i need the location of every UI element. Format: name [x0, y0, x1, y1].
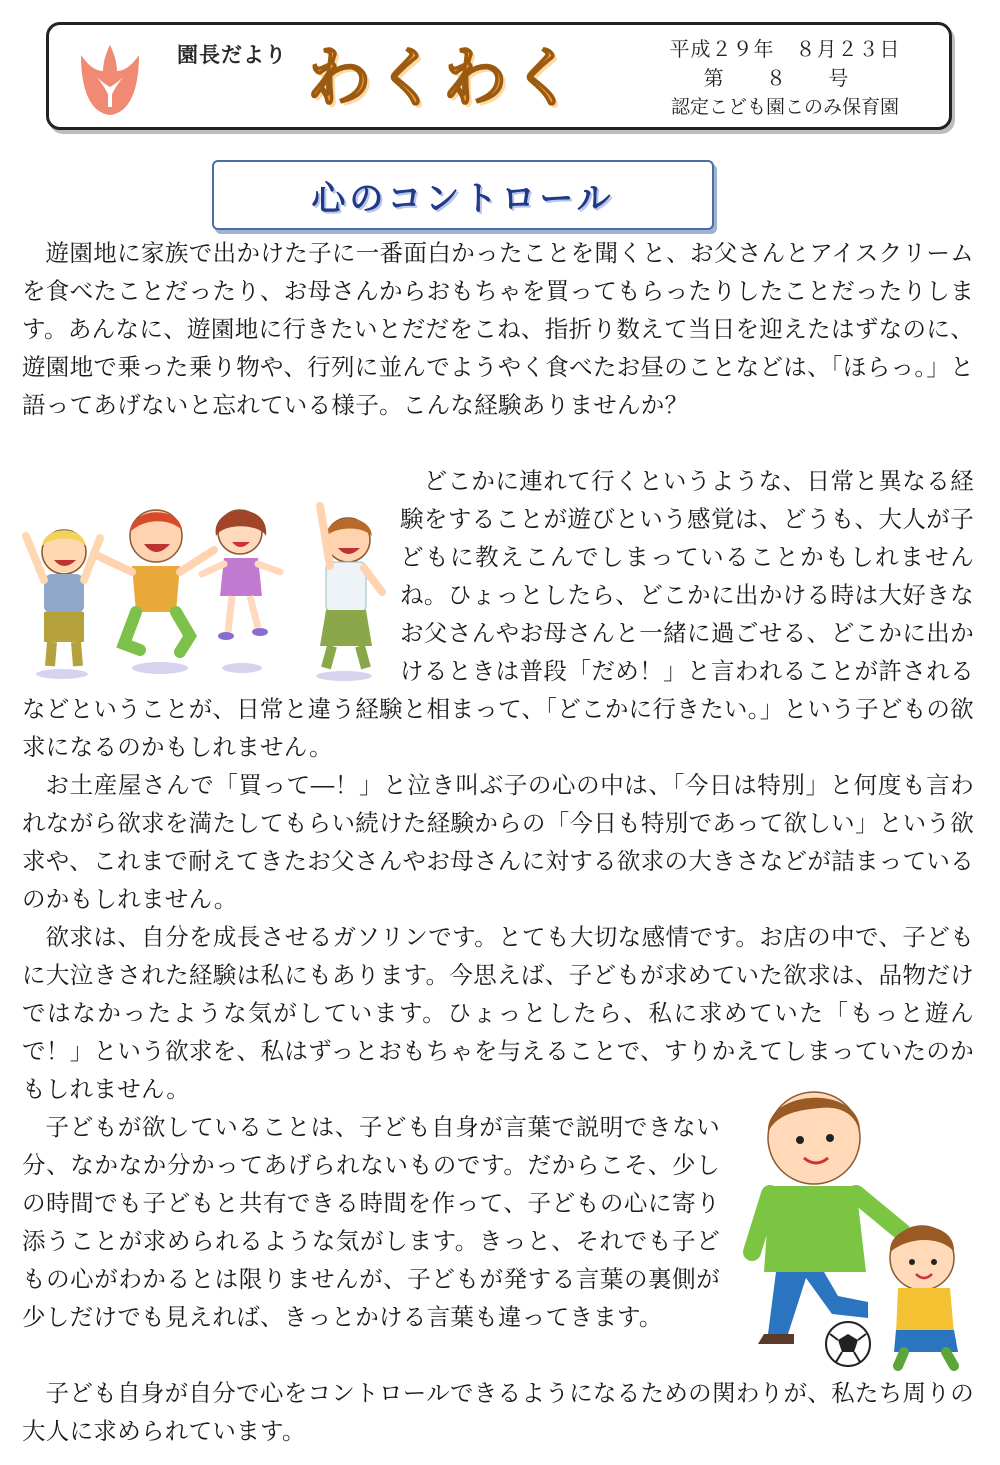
article-paragraph-6: 子ども自身が自分で心をコントロールできるようになるための関わりが、私たち周りの大人に求められています。 [22, 1379, 974, 1445]
newsletter-wordmark: わくわく [307, 42, 579, 116]
article-paragraph-5: 子どもが欲していることは、子ども自身が言葉で説明できない分、なかなか分かってあげられないものです。だからこそ、少しの時間でも子どもと共有できる時間を作って、子どもの心に寄り添うことが求められるような気がします。きっと、それでも子どもの心がわかるとは限りませんが、子どもが発する言葉の裏側が少しだけでも見えれば、きっとかける言葉も違ってきます。 [22, 1113, 720, 1331]
father-son-soccer-illustration [728, 1082, 984, 1372]
article-title: 心のコントロール [311, 178, 615, 219]
issue-meta [645, 35, 925, 122]
tulip-logo-icon [73, 41, 147, 119]
article-paragraph-3: お土産屋さんで「買って―！」と泣き叫ぶ子の心の中は、「今日は特別」と何度も言われながら欲求を満たしてもらい続けた経験からの「今日も特別であって欲しい」という欲求や、これまで耐えてきたお父さんやお母さんに対する欲求の大きさなどが詰まっているのかもしれません。 [22, 771, 974, 913]
kid-1-figure [26, 530, 100, 666]
newsletter-header [46, 22, 952, 130]
kid-2-figure [98, 510, 214, 652]
soccer-ball-icon [826, 1322, 870, 1366]
article-paragraph-4: 欲求は、自分を成長させるガソリンです。とても大切な感情です。お店の中で、子どもに大泣きされた経験は私にもあります。今思えば、子どもが求めていた欲求は、品物だけではなかったような気がしています。ひょっとしたら、私に求めていた「もっと遊んで！」という欲求を、私はずっとおもちゃを与えることで、すりかえてしまっていたのかもしれません。 [22, 923, 974, 1103]
kid-3-figure [202, 510, 280, 640]
article-title-box [212, 160, 714, 230]
organization-name: 認定こども園このみ保育園 [670, 96, 899, 118]
issue-number: 第 ８ 号 [703, 66, 867, 90]
kid-4-figure [320, 506, 382, 668]
article-paragraph-2: どこかに連れて行くというような、日常と異なる経験をすることが遊びという感覚は、どうも、大人が子どもに教えこんでしまっていることかもしれませんね。ひょっとしたら、どこかに出かける時は大好きなお父さんやお母さんと一緒に過ごせる、どこかに出かけるときは普段「だめ！」と言われることが許されるなどということが、日常と違う経験と相まって、「どこかに行きたい。」という子どもの欲求になるのかもしれません。 [22, 467, 974, 761]
son-figure [890, 1226, 958, 1366]
issue-date: 平成２９年 ８月２３日 [669, 37, 901, 61]
jumping-kids-illustration [20, 496, 390, 682]
father-figure [752, 1092, 902, 1344]
newsletter-kicker: 園長だより [177, 43, 287, 67]
article-paragraph-1: 遊園地に家族で出かけた子に一番面白かったことを聞くと、お父さんとアイスクリームを食べたことだったり、お母さんからおもちゃを買ってもらったりしたことだったりします。あんなに、遊園地に行きたいとだだをこね、指折り数えて当日を迎えたはずなのに、遊園地で乗った乗り物や、行列に並んでようやく食べたお昼のことなどは、「ほらっ。」と語ってあげないと忘れている様子。こんな経験ありませんか？ [22, 239, 974, 419]
